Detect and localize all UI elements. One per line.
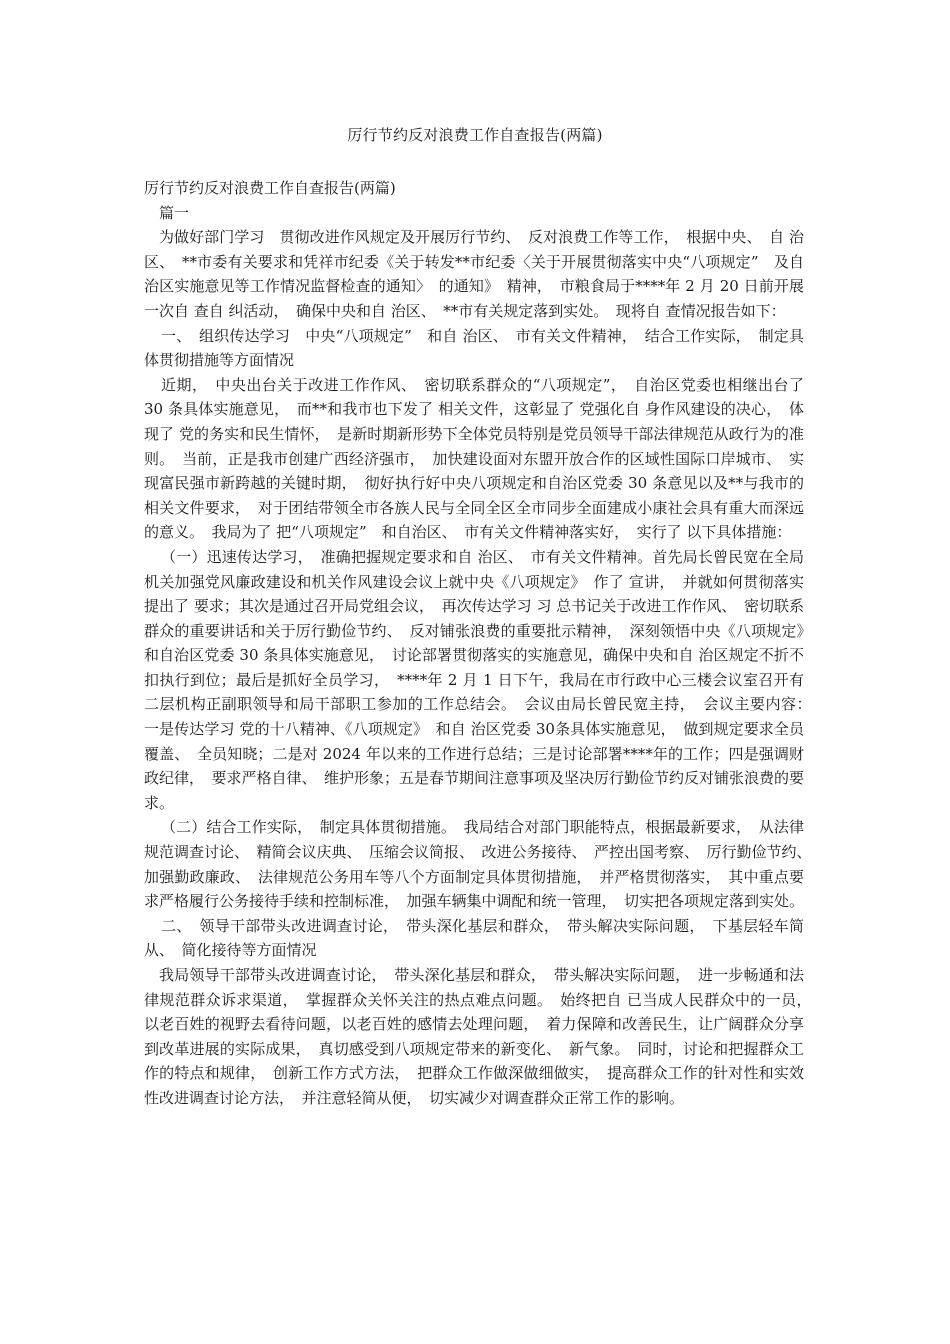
section-label: 篇一 [159,203,190,222]
heading-section-one: 一、 组织传达学习 中央“八项规定” 和自 治区、 市有关文件精神， 结合工作实际， 制定具体贯彻措施等方面情况 [144,326,804,370]
body-paragraph: （一）迅速传达学习， 准确把握规定要求和自 治区、 市有关文件精神。首先局长曾民宽在全局机关加强党风廉政建设和机关作风建设会议上就中央《八项规定》 作了 宣讲， 并就如何贯彻落实提出了 要求；其次是通过召开局党组会议， 再次传达学习 习 总书记关于改进工作作风、 密切联系群众的重要讲话和关于厉行勤俭节约、 反对铺张浪费的重要批示精神， 深刻领悟中央《八项规定》 和自治区党委 30 条具体实施意见， 讨论部署贯彻落实的实施意见，确保中央和自 治区规定不折不扣执行到位；最后是抓好全员学习， ****年 2 月 1 日下午，我局在市行政中心三楼会议室召开有二层机构正副职领导和局干部职工参加的工作总结会。 会议由局长曾民宽主持， 会议主要内容： 一是传达学习 党的十八精神、《八项规定》 和自 治区党委 30条具体实施意见， 做到规定要求全员覆盖、 全员知晓；二是对 2024 年以来的工作进行总结；三是讨论部署****年的工作；四是强调财政纪律， 要求严格自律、 维护形象；五是春节期间注意事项及坚决厉行勤俭节约反对铺张浪费的要求。 [144,547,820,812]
body-paragraph: 近期， 中央出台关于改进工作作风、 密切联系群众的“八项规定”， 自治区党委也相继出台了 30 条具体实施意见， 而**和我市也下发了 相关文件，这彰显了 党强化自 身作风建设的决心， 体现了 党的务实和民生情怀， 是新时期新形势下全体党员特别是党员领导干部法律规范从政行为的准则。 当前，正是我市创建广西经济强市， 加快建设面对东盟开放合作的区域性国际口岸城市、 实现富民强市新跨越的关键时期， 彻好执行好中央八项规定和自治区党委 30 条意见以及**与我市的相关文件要求， 对于团结带领全市各族人民与全同全区全市同步全面建成小康社会具有重大而深远的意义。 我局为了 把“八项规定” 和自治区、 市有关文件精神落实好， 实行了 以下具体措施： [144,375,804,542]
document-title: 厉行节约反对浪费工作自查报告(两篇) [347,126,603,144]
body-paragraph: 我局领导干部带头改进调查讨论， 带头深化基层和群众， 带头解决实际问题， 进一步畅通和法律规范群众诉求渠道， 掌握群众关怀关注的热点难点问题。 始终把自 已当成人民群众中的一员， 以老百姓的视野去看待问题，以老百姓的感情去处理问题， 着力保障和改善民生，让广阔群众分享到改革进展的实际成果， 真切感受到八项规定带来的新变化、 新气象。 同时，讨论和把握群众工作的特点和规律， 创新工作方式方法， 把群众工作做深做细做实， 提高群众工作的针对性和实效性改进调查讨论方法， 并注意轻简从便， 切实减少对调查群众正常工作的影响。 [144,966,820,1107]
intro-paragraph: 为做好部门学习 贯彻改进作风规定及开展厉行节约、 反对浪费工作等工作， 根据中央、 自 治区、 **市委有关要求和凭祥市纪委《关于转发**市纪委〈关于开展贯彻落实中央“八项规定” 及自 治区实施意见等工作情况监督检查的通知〉 的通知》 精神， 市粮食局于****年 2 月 20 日前开展一次自 查自 纠活动， 确保中央和自 治区、 **市有关规定落到实处。 现将自 查情况报告如下： [144,228,804,320]
subtitle-paragraph: 厉行节约反对浪费工作自查报告(两篇) [144,179,396,197]
body-paragraph: （二）结合工作实际， 制定具体贯彻措施。 我局结合对部门职能特点，根据最新要求， 从法律规范调查讨论、 精简会议庆典、 压缩会议简报、 改进公务接待、 严控出国考察、 厉行勤俭节约、 加强勤政廉政、 法律规范公务用车等八个方面制定具体贯彻措施， 并严格贯彻落实， 其中重点要求严格履行公务接待手续和控制标准， 加强车辆集中调配和统一管理， 切实把各项规定落到实处。 [144,818,820,911]
heading-section-two: 二、 领导干部带头改进调查讨论， 带头深化基层和群众， 带头解决实际问题， 下基层轻车简从、 简化接待等方面情况 [144,916,804,960]
document-body [144,176,820,1111]
